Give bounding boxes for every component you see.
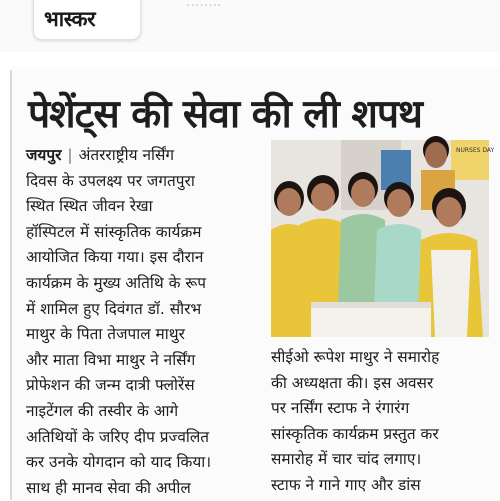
body-line: स्टाफ ने गाने गाए और डांस (271, 475, 421, 494)
body-line: में शामिल हुए दिवंगत डॉ. सौरभ (26, 299, 202, 318)
body-line: हॉस्पिटल में सांस्कृतिक कार्यक्रम (26, 222, 202, 241)
body-line: सांस्कृतिक कार्यक्रम प्रस्तुत कर (271, 424, 439, 443)
body-line: कार्यक्रम के मुख्य अतिथि के रूप (26, 273, 207, 292)
body-line: की अध्यक्षता की। इस अवसर (271, 373, 434, 392)
body-line: साथ ही मानव सेवा की अपील (26, 478, 191, 497)
newspaper-logo (33, 0, 141, 40)
article-headline: पेशेंट्स की सेवा की ली शपथ (28, 92, 422, 137)
photo-banner: NURSES DAY (456, 147, 495, 154)
article-photo (271, 140, 495, 337)
body-line: समारोह में चार चांद लगाए। (271, 450, 422, 469)
dateline-separator: | (67, 146, 73, 164)
masthead-faded-text: ........ (186, 0, 222, 10)
dateline: जयपुर (26, 146, 62, 164)
body-line: अतिथियों के जरिए दीप प्रज्वलित (26, 427, 210, 446)
logo-text: भास्कर (44, 7, 96, 31)
body-line: सीईओ रूपेश माथुर ने समारोह (271, 348, 440, 366)
body-line: माथुर के पिता तेजपाल माथुर (26, 325, 185, 344)
body-line: नाइटेंगल की तस्वीर के आगे (26, 401, 179, 420)
body-line: पर नर्सिंग स्टाफ ने रंगारंग (271, 399, 410, 418)
body-line: स्थित स्थित जीवन रेखा (26, 197, 153, 216)
masthead-strip (0, 0, 500, 52)
photo-illustration (271, 140, 495, 337)
body-line: और माता विभा माथुर ने नर्सिंग (26, 350, 196, 369)
body-line: अंतरराष्ट्रीय नर्सिंग (78, 146, 175, 164)
article-column-right (271, 345, 493, 499)
body-line: कर उनके योगदान को याद किया। (26, 453, 212, 472)
article-column-left (26, 143, 264, 501)
first-line (26, 143, 264, 169)
body-line: प्रोफेशन की जन्म दात्री फ्लोरेंस (26, 376, 195, 395)
body-line: आयोजित किया गया। इस दौरान (26, 248, 204, 267)
clipping-edge (10, 70, 12, 500)
body-line: दिवस के उपलक्ष्य पर जगतपुरा (26, 171, 195, 190)
